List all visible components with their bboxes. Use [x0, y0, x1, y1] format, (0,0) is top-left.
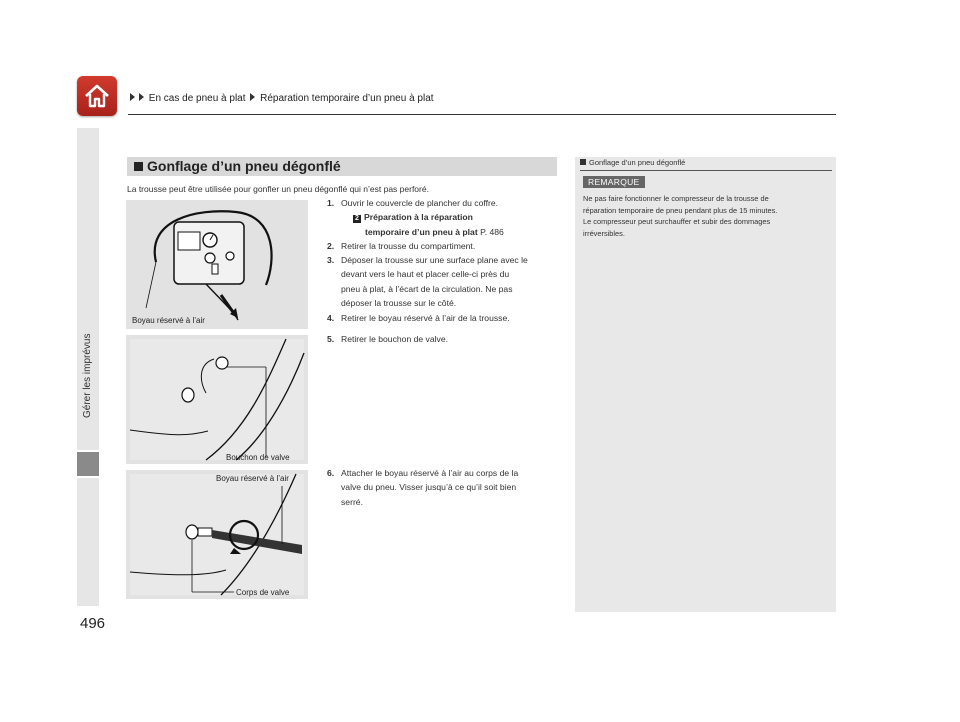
remarque-badge: REMARQUE: [583, 176, 645, 188]
step-item: 4. Retirer le boyau réservé à l’air de la trousse.: [327, 313, 510, 323]
figure-label-valve-cap: Bouchon de valve: [226, 453, 290, 462]
chapter-tab-marker: [77, 452, 99, 476]
home-icon: [82, 81, 112, 111]
note-bullet-icon: [580, 159, 586, 165]
figure-repair-kit: [126, 200, 308, 329]
header-divider: [128, 114, 836, 115]
square-bullet-icon: [134, 162, 143, 171]
step-item: 3. Déposer la trousse sur une surface plane avec le devant vers le haut et placer celle-ci près du pneu à plat, à l’écart de la circulation. Ne pas déposer la trousse sur le côté.: [327, 255, 528, 309]
figure-valve-cap: [126, 335, 308, 464]
valve-stem-illustration: [126, 470, 308, 599]
step-item: 2. Retirer la trousse du compartiment.: [327, 241, 476, 251]
step-item: 1. Ouvrir le couvercle de plancher du coffre. 2 Préparation à la réparation temporaire d’un pneu à plat P. 486: [327, 196, 557, 239]
chapter-tab-lower: [77, 478, 99, 606]
repair-kit-illustration: [126, 200, 308, 329]
breadcrumb-item-temp-repair[interactable]: Réparation temporaire d’un pneu à plat: [260, 93, 434, 104]
cross-reference[interactable]: 2 Préparation à la réparation: [353, 210, 557, 224]
step-item: 5. Retirer le bouchon de valve.: [327, 334, 449, 344]
breadcrumb-arrow-icon: [130, 93, 135, 101]
page-number: 496: [80, 615, 106, 632]
home-button[interactable]: [77, 76, 117, 116]
note-divider: [580, 170, 832, 171]
breadcrumb-item-flat-tire[interactable]: En cas de pneu à plat: [148, 93, 246, 104]
section-intro: La trousse peut être utilisée pour gonfler un pneu dégonflé qui n’est pas perforé.: [127, 184, 429, 194]
breadcrumb-arrow-icon: [139, 93, 144, 101]
figure-valve-stem: [126, 470, 308, 599]
section-title: Gonflage d’un pneu dégonflé: [134, 158, 341, 174]
figure-label-air-hose-2: Boyau réservé à l’air: [216, 474, 289, 483]
valve-cap-illustration: [126, 335, 308, 464]
breadcrumb-arrow-icon: [250, 93, 255, 101]
breadcrumb: [128, 93, 434, 104]
figure-label-valve-stem: Corps de valve: [236, 588, 290, 597]
chapter-tab-label: Gérer les imprévus: [82, 333, 93, 418]
step-item: 6. Attacher le boyau réservé à l’air au corps de la valve du pneu. Visser jusqu’à ce qu’il soit bien serré.: [327, 468, 519, 507]
figure-label-air-hose: Boyau réservé à l’air: [132, 316, 205, 325]
note-text: Ne pas faire fonctionner le compresseur de la trousse de réparation temporaire de pneu pendant plus de 15 minutes. Le compresseur peut surchauffer et subir des dommages irréversibles.: [583, 194, 778, 238]
note-title: Gonflage d’un pneu dégonflé: [580, 158, 685, 167]
cross-reference-icon: 2: [353, 215, 361, 223]
